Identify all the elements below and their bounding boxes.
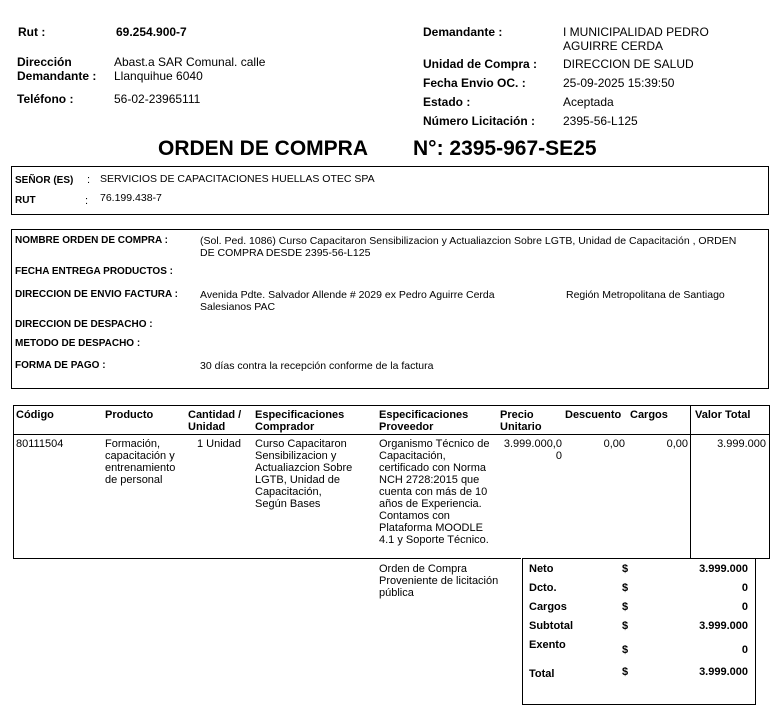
cell-precio: 3.999.000,0 0: [503, 438, 562, 462]
total-value-subtotal: 3.999.000: [699, 620, 748, 632]
total-label-exento: Exento: [529, 639, 566, 651]
col-header-codigo: Código: [16, 409, 54, 421]
supplier-rut-colon: :: [85, 195, 89, 207]
total-label-cargos: Cargos: [529, 601, 567, 613]
demandante-value: I MUNICIPALIDAD PEDRO AGUIRRE CERDA: [563, 25, 709, 53]
supplier-rut-label: RUT: [15, 195, 36, 206]
supplier-colon: :: [87, 174, 91, 186]
total-value-neto: 3.999.000: [699, 563, 748, 575]
total-value-dcto: 0: [741, 582, 748, 594]
col-header-esp-comprador: Especificaciones Comprador: [255, 409, 345, 433]
currency-sign: $: [622, 666, 629, 678]
buyer-phone-label: Teléfono :: [17, 92, 74, 106]
envio-factura-value: Avenida Pdte. Salvador Allende # 2029 ex Pedro Aguirre Cerda Salesianos PAC: [200, 289, 495, 313]
fecha-entrega-label: FECHA ENTREGA PRODUCTOS :: [15, 266, 173, 277]
total-label-subtotal: Subtotal: [529, 620, 573, 632]
demandante-label: Demandante :: [423, 25, 503, 39]
total-value-total: 3.999.000: [699, 666, 748, 678]
total-value-exento: 0: [741, 644, 748, 656]
estado-value: Aceptada: [563, 95, 614, 109]
unidad-compra-label: Unidad de Compra :: [423, 57, 538, 71]
cell-cargos: 0,00: [666, 438, 688, 450]
envio-factura-region: Región Metropolitana de Santiago: [566, 289, 725, 301]
licitacion-note: Orden de Compra Proveniente de licitación pública: [379, 563, 499, 599]
despacho-label: DIRECCION DE DESPACHO :: [15, 319, 153, 330]
order-number: N°: 2395-967-SE25: [413, 137, 597, 160]
supplier-label: SEÑOR (ES): [15, 175, 74, 186]
cell-valor-total: 3.999.000: [717, 438, 766, 450]
currency-sign: $: [622, 582, 629, 594]
currency-sign: $: [622, 620, 629, 632]
supplier-name: SERVICIOS DE CAPACITACIONES HUELLAS OTEC SPA: [100, 173, 375, 185]
cell-esp-comprador: Curso Capacitaron Sensibilizacion y Actualiazcion Sobre LGTB, Unidad de Capacitación, Según Bases: [255, 438, 353, 510]
col-header-valor-total: Valor Total: [695, 409, 751, 421]
buyer-address-value: Abast.a SAR Comunal. calle Llanquihue 6040: [114, 55, 266, 83]
unidad-compra-value: DIRECCION DE SALUD: [563, 57, 694, 71]
fecha-envio-value: 25-09-2025 15:39:50: [563, 76, 675, 90]
col-header-precio: Precio Unitario: [500, 409, 542, 433]
buyer-rut-label: Rut :: [18, 25, 46, 39]
col-header-esp-proveedor: Especificaciones Proveedor: [379, 409, 469, 433]
nombre-orden-value: (Sol. Ped. 1086) Curso Capacitaron Sensibilizacion y Actualiazcion Sobre LGTB, Unidad de Capacitación , ORDEN DE COMPRA DESDE 2395-56-L125: [200, 235, 737, 259]
total-value-cargos: 0: [741, 601, 748, 613]
total-label-neto: Neto: [529, 563, 554, 575]
fecha-envio-label: Fecha Envio OC. :: [423, 76, 526, 90]
cell-esp-proveedor: Organismo Técnico de Capacitación, certificado con Norma NCH 2728:2015 que cuenta con más de 10 años de Experiencia. Contamos con Plataforma MOODLE 4.1 y Soporte Técnico.: [379, 438, 490, 546]
supplier-rut-value: 76.199.438-7: [100, 192, 162, 204]
envio-factura-label: DIRECCION DE ENVIO FACTURA :: [15, 289, 178, 300]
cell-descuento: 0,00: [603, 438, 625, 450]
buyer-phone-value: 56-02-23965111: [114, 92, 201, 106]
cell-cantidad: 1 Unidad: [197, 438, 242, 450]
currency-sign: $: [622, 601, 629, 613]
licitacion-label: Número Licitación :: [423, 114, 536, 128]
total-label-total: Total: [529, 668, 555, 680]
page-title: ORDEN DE COMPRA: [158, 137, 369, 160]
col-header-descuento: Descuento: [565, 409, 622, 421]
currency-sign: $: [622, 644, 629, 656]
col-header-cantidad: Cantidad / Unidad: [188, 409, 242, 433]
buyer-rut-value: 69.254.900-7: [116, 25, 187, 39]
estado-label: Estado :: [423, 95, 471, 109]
currency-sign: $: [622, 563, 629, 575]
col-header-cargos: Cargos: [630, 409, 668, 421]
nombre-orden-label: NOMBRE ORDEN DE COMPRA :: [15, 235, 168, 246]
forma-pago-value: 30 días contra la recepción conforme de la factura: [200, 360, 434, 372]
licitacion-value: 2395-56-L125: [563, 114, 638, 128]
cell-codigo: 80111504: [16, 438, 64, 450]
total-label-dcto: Dcto.: [529, 582, 557, 594]
metodo-despacho-label: METODO DE DESPACHO :: [15, 338, 141, 349]
forma-pago-label: FORMA DE PAGO :: [15, 360, 106, 371]
col-header-producto: Producto: [105, 409, 154, 421]
cell-producto: Formación, capacitación y entrenamiento de personal: [105, 438, 176, 486]
buyer-address-label: Dirección Demandante :: [17, 55, 97, 83]
